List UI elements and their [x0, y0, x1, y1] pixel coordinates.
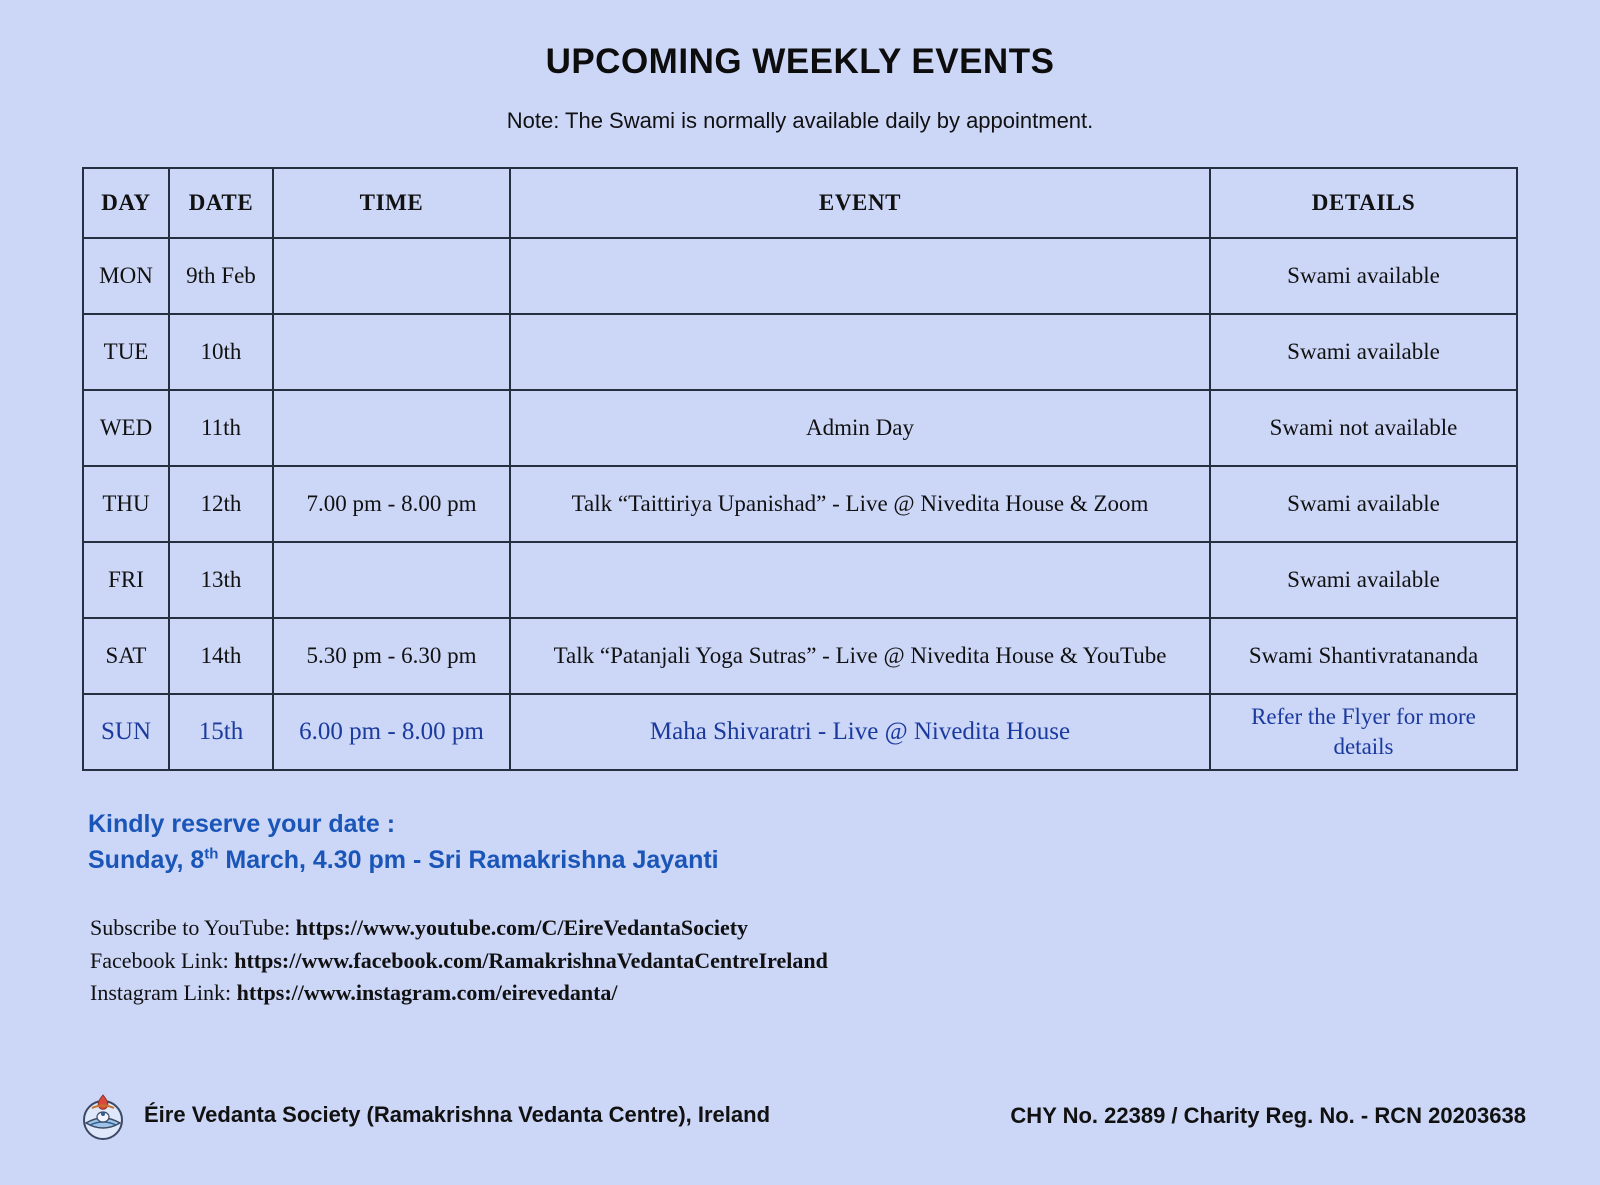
charity-registration: CHY No. 22389 / Charity Reg. No. - RCN 20203638 [1010, 1103, 1526, 1128]
cell-time: 6.00 pm - 8.00 pm [273, 694, 510, 770]
cell-time [273, 314, 510, 390]
youtube-url[interactable]: https://www.youtube.com/C/EireVedantaSociety [295, 915, 749, 940]
cell-details: Refer the Flyer for more details [1210, 694, 1517, 770]
facebook-label: Facebook Link: [90, 947, 229, 973]
cell-time: 5.30 pm - 6.30 pm [273, 618, 510, 694]
reserve-date-suffix: March, 4.30 pm - Sri Ramakrishna Jayanti [218, 845, 719, 874]
column-header-day: DAY [83, 168, 169, 238]
cell-event: Talk “Taittiriya Upanishad” - Live @ Nivedita House & Zoom [510, 466, 1210, 542]
organisation-name: Éire Vedanta Society (Ramakrishna Vedanta Centre), Ireland [144, 1102, 771, 1127]
cell-event: Admin Day [510, 390, 1210, 466]
reserve-note [88, 807, 1600, 878]
cell-event: Talk “Patanjali Yoga Sutras” - Live @ Nivedita House & YouTube [510, 618, 1210, 694]
column-header-time: TIME [273, 168, 510, 238]
cell-date: 13th [169, 542, 273, 618]
cell-day: SAT [83, 618, 169, 694]
cell-time: 7.00 pm - 8.00 pm [273, 466, 510, 542]
cell-day: MON [83, 238, 169, 314]
cell-details: Swami available [1210, 314, 1517, 390]
reserve-date-prefix: Sunday, 8 [88, 845, 205, 874]
weekly-events-table [82, 167, 1518, 771]
page-title: UPCOMING WEEKLY EVENTS [545, 42, 1055, 81]
footer [0, 1089, 1600, 1149]
column-header-details: DETAILS [1210, 168, 1517, 238]
appointment-note: Note: The Swami is normally available daily by appointment. [506, 108, 1094, 133]
cell-date: 10th [169, 314, 273, 390]
table-row [83, 542, 1517, 618]
table-row [83, 238, 1517, 314]
flyer-page [0, 42, 1600, 1185]
reserve-line-1: Kindly reserve your date : [88, 810, 396, 838]
cell-date: 11th [169, 390, 273, 466]
cell-day: TUE [83, 314, 169, 390]
cell-date: 9th Feb [169, 238, 273, 314]
cell-details: Swami Shantivratananda [1210, 618, 1517, 694]
instagram-link-row [90, 977, 1600, 1010]
cell-time [273, 390, 510, 466]
cell-event [510, 542, 1210, 618]
cell-day: THU [83, 466, 169, 542]
facebook-link-row [90, 945, 1600, 978]
cell-details: Swami available [1210, 466, 1517, 542]
cell-date: 15th [169, 694, 273, 770]
youtube-link-row [90, 912, 1600, 945]
youtube-label: Subscribe to YouTube: [90, 915, 291, 940]
cell-date: 12th [169, 466, 273, 542]
vedanta-emblem-icon [80, 1089, 126, 1141]
cell-day: SUN [83, 694, 169, 770]
instagram-url[interactable]: https://www.instagram.com/eirevedanta/ [236, 980, 618, 1006]
instagram-label: Instagram Link: [90, 980, 232, 1006]
cell-date: 14th [169, 618, 273, 694]
facebook-url[interactable]: https://www.facebook.com/RamakrishnaVedantaCentreIreland [234, 947, 828, 973]
table-header-row [83, 168, 1517, 238]
column-header-event: EVENT [510, 168, 1210, 238]
cell-event: Maha Shivaratri - Live @ Nivedita House [510, 694, 1210, 770]
table-row [83, 390, 1517, 466]
cell-details: Swami not available [1210, 390, 1517, 466]
footer-left [80, 1089, 770, 1141]
cell-day: FRI [83, 542, 169, 618]
social-links [90, 912, 1600, 1010]
cell-time [273, 238, 510, 314]
table-row-highlight [83, 694, 1517, 770]
reserve-line-2 [88, 843, 1600, 879]
cell-time [273, 542, 510, 618]
table-row [83, 618, 1517, 694]
column-header-date: DATE [169, 168, 273, 238]
cell-details: Swami available [1210, 542, 1517, 618]
table-row [83, 314, 1517, 390]
cell-details: Swami available [1210, 238, 1517, 314]
cell-event [510, 314, 1210, 390]
cell-event [510, 238, 1210, 314]
table-row [83, 466, 1517, 542]
cell-day: WED [83, 390, 169, 466]
reserve-date-ordinal: th [204, 845, 219, 863]
